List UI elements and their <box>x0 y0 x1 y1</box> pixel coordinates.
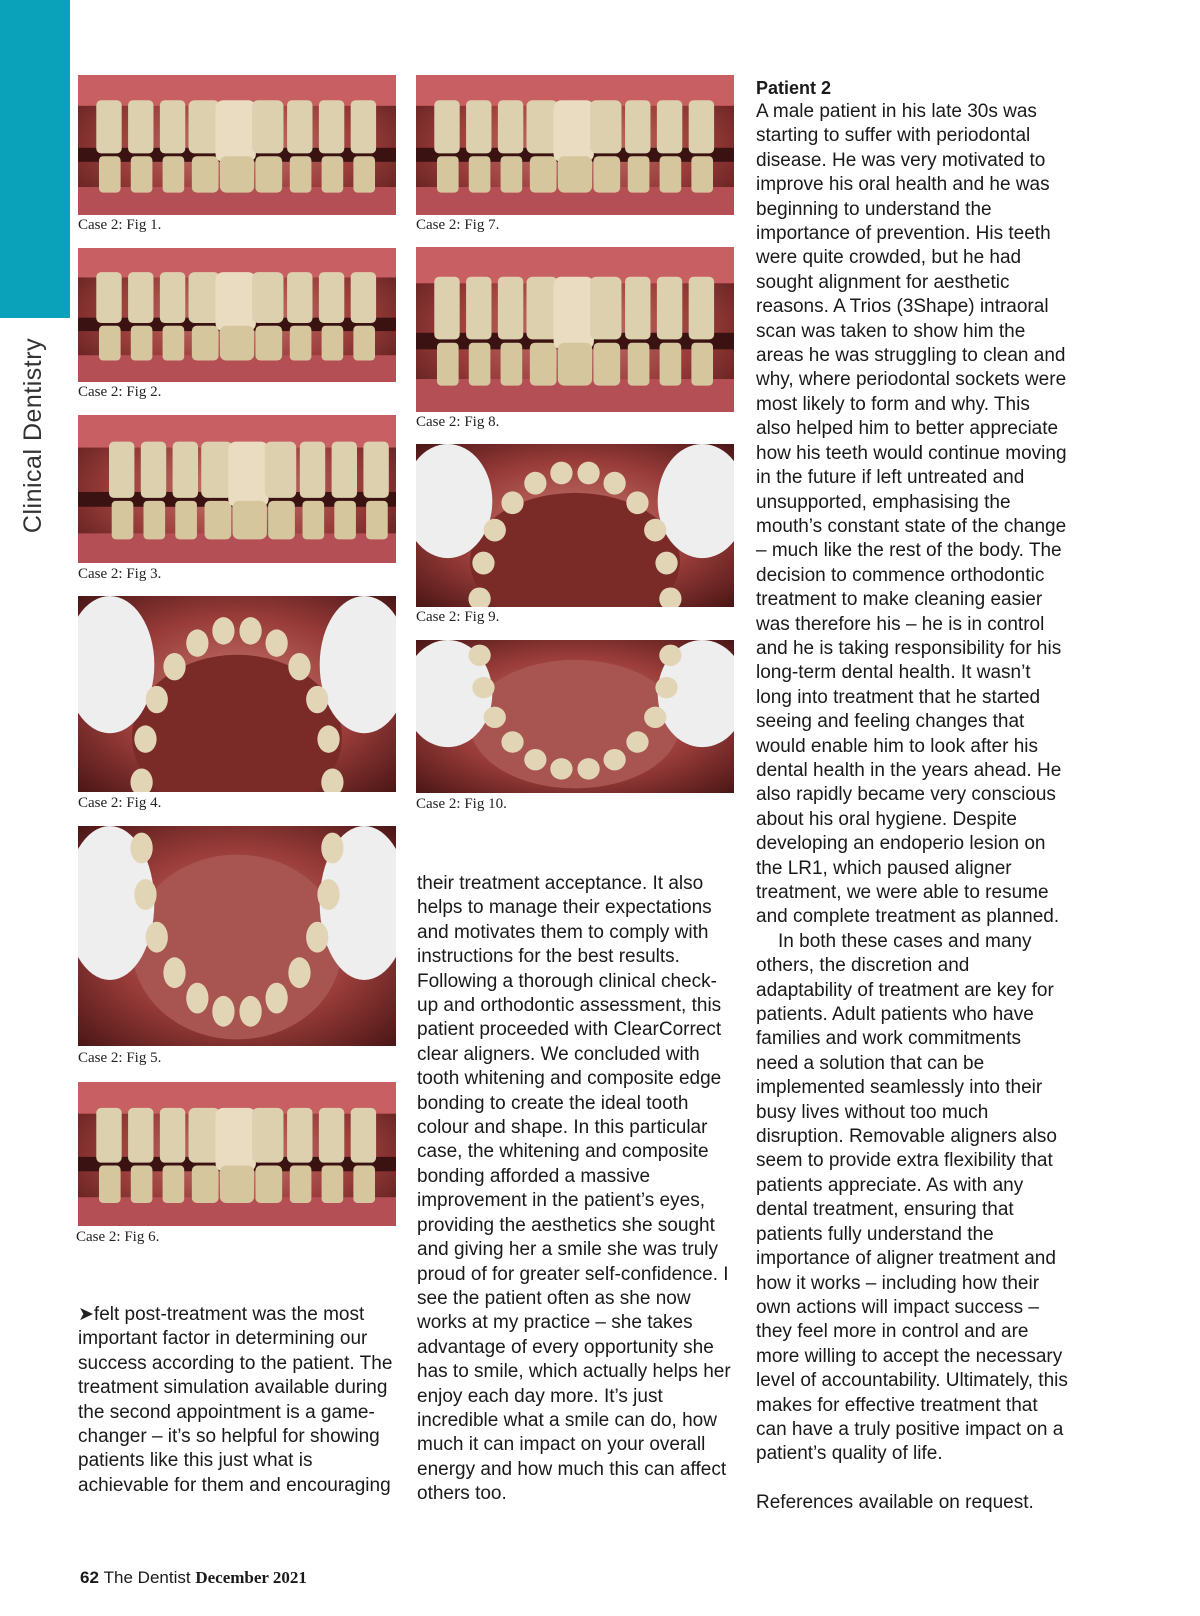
figure-1-caption: Case 2: Fig 1. <box>78 217 162 233</box>
figure-5-caption: Case 2: Fig 5. <box>78 1050 162 1066</box>
figure-6-caption: Case 2: Fig 6. <box>76 1229 160 1245</box>
figure-10-photo <box>416 640 734 793</box>
figure-4-caption: Case 2: Fig 4. <box>78 795 162 811</box>
figure-3-caption: Case 2: Fig 3. <box>78 566 162 582</box>
figure-6-photo <box>78 1082 396 1226</box>
column-2-paragraph: their treatment acceptance. It also helps to manage their expectations and motivates them to comply with instructions for the best results. Following a thorough clinical check-up and orthodontic assessment, this patient proceeded with ClearCorrect clear aligners. We concluded with tooth whitening and composite edge bonding to create the ideal tooth colour and shape. In this particular case, the whitening and composite bonding afforded a massive improvement in the patient’s eyes, providing the aesthetics she sought and giving her a smile she was truly proud of for greater self-confidence. I see the patient often as she now works at my practice – she takes advantage of every opportunity she has to smile, which actually helps her enjoy each day more. It’s just incredible what a smile can do, how much it can impact on your overall energy and how much this can affect others too. <box>417 873 731 1505</box>
section-color-tab <box>0 0 70 318</box>
figure-10-caption: Case 2: Fig 10. <box>416 796 507 812</box>
figure-2-caption: Case 2: Fig 2. <box>78 384 162 400</box>
column-1-text <box>78 1303 398 1498</box>
column-1-paragraph: felt post-treatment was the most important factor in determining our success according to the patient. The treatment simulation available during the second appointment is a game-changer – it’s so helpful for showing patients like this just what is achievable for them and encouraging <box>78 1304 393 1496</box>
figure-8-caption: Case 2: Fig 8. <box>416 414 500 430</box>
references-note: References available on request. <box>756 1491 1034 1513</box>
column-2-text <box>417 872 733 1507</box>
conclusion-paragraph: In both these cases and many others, the discretion and adaptability of treatment are key for patients. Adult patients who have families and work commitments need a solution that can be implemented seamlessly into their busy lives without too much disruption. Removable aligners also seem to provide extra flexibility that patients appreciate. As with any dental treatment, ensuring that patients fully understand the importance of aligner treatment and how it works – including how their own actions will impact success – they feel more in control and are more willing to accept the necessary level of accountability. Ultimately, this makes for effective treatment that can have a truly positive impact on a patient’s quality of life. <box>756 930 1068 1465</box>
figure-3-photo <box>78 415 396 563</box>
figure-4-photo <box>78 596 396 792</box>
continuation-arrow-icon: ➤ <box>78 1304 94 1325</box>
page-number: 62 <box>80 1568 99 1587</box>
section-label: Clinical Dentistry <box>19 337 48 533</box>
patient-2-heading: Patient 2 <box>756 78 832 98</box>
figure-9-caption: Case 2: Fig 9. <box>416 609 500 625</box>
page-footer <box>80 1568 307 1588</box>
figure-5-photo <box>78 826 396 1046</box>
figure-9-photo <box>416 444 734 607</box>
magazine-name: The Dentist <box>103 1568 191 1587</box>
figure-1-photo <box>78 75 396 215</box>
figure-7-caption: Case 2: Fig 7. <box>416 217 500 233</box>
patient-2-paragraph: A male patient in his late 30s was starting to suffer with periodontal disease. He was very motivated to improve his oral health and he was beginning to understand the importance of prevention. His teeth were quite crowded, but he had sought alignment for aesthetic reasons. A Trios (3Shape) intraoral scan was taken to show him the areas he was struggling to clean and why, where periodontal sockets were most likely to form and why. This also helped him to better appreciate how his teeth would continue moving in the future if left untreated and unsupported, emphasising the mouth’s constant state of the change – much like the rest of the body. The decision to commence orthodontic treatment to make cleaning easier was therefore his – he is in control and he is taking responsibility for his long-term dental health. It wasn’t long into treatment that he started seeing and feeling changes that would enable him to look after his dental health in the years ahead. He also rapidly became very conscious about his oral hygiene. Despite developing an endoperio lesion on the LR1, which paused aligner treatment, we were able to resume and complete treatment as planned. <box>756 101 1067 928</box>
figure-2-photo <box>78 248 396 382</box>
column-3-text <box>756 76 1068 1515</box>
issue-date: December 2021 <box>195 1568 307 1587</box>
figure-7-photo <box>416 75 734 215</box>
figure-8-photo <box>416 247 734 412</box>
